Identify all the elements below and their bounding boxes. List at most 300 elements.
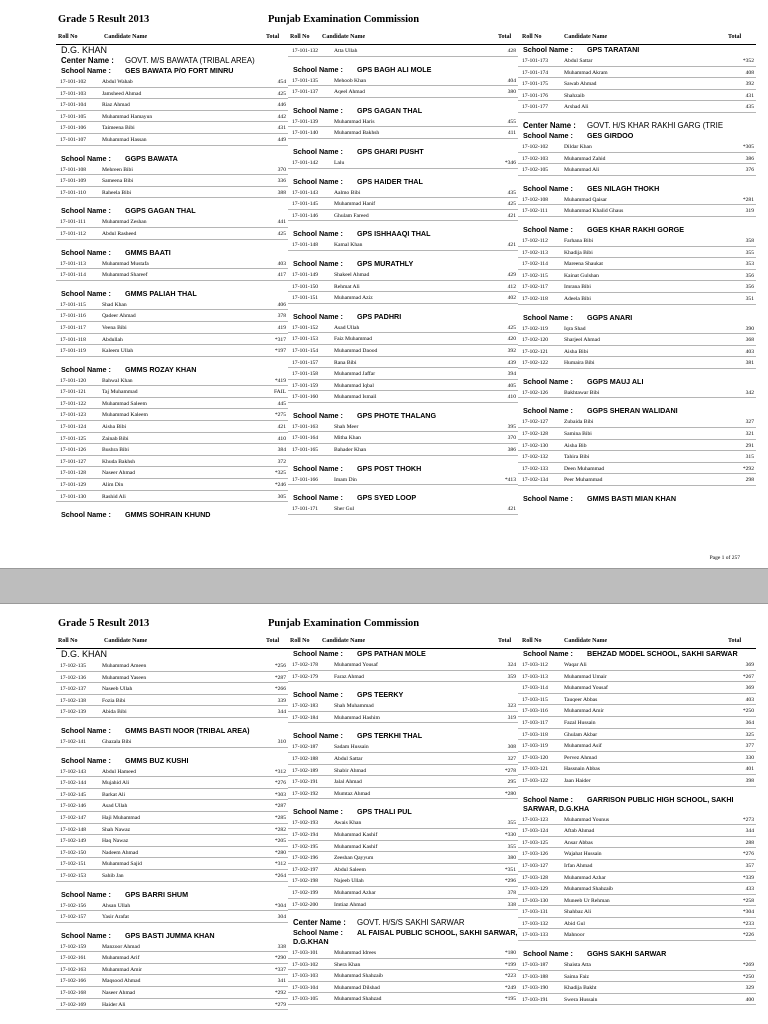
school-name-label: School Name :	[61, 153, 111, 163]
roll-number: 17-103-122	[522, 777, 549, 784]
table-row	[56, 345, 288, 357]
school-name-label: School Name :	[293, 176, 343, 186]
table-row	[288, 391, 518, 403]
school-name: GPS TARATANI	[587, 45, 640, 54]
school-name: GPS TEERKY	[357, 690, 404, 700]
roll-number: 17-101-105	[60, 113, 87, 120]
school-name-heading	[56, 248, 288, 258]
table-row	[288, 239, 518, 251]
table-row	[518, 334, 756, 346]
total-marks: 344	[277, 709, 286, 716]
total-marks: *281	[742, 196, 754, 203]
total-marks: *292	[274, 990, 286, 997]
candidate-name: Qadeer Ahmad	[102, 313, 136, 320]
school-name-heading	[288, 928, 518, 947]
roll-number: 17-101-143	[292, 189, 319, 196]
table-row	[288, 700, 518, 712]
school-name-label: School Name :	[293, 410, 343, 420]
total-marks: 421	[507, 506, 516, 513]
school-name-heading	[518, 377, 756, 387]
spacer	[56, 357, 288, 365]
school-name-heading	[288, 147, 518, 157]
total-marks: 412	[507, 283, 516, 290]
school-name-label: School Name :	[293, 493, 343, 503]
candidate-name: Asad Ullah	[334, 324, 360, 331]
table-row	[518, 814, 756, 826]
total-marks: 319	[745, 208, 754, 215]
school-name-heading	[518, 649, 756, 659]
table-row	[56, 766, 288, 778]
roll-number: 17-101-135	[292, 77, 319, 84]
roll-number: 17-102-130	[522, 442, 549, 449]
roll-number: 17-102-114	[522, 261, 548, 268]
total-marks: *223	[504, 973, 516, 980]
school-name: GMMS PALIAH THAL	[125, 288, 197, 298]
total-marks: *346	[504, 159, 516, 166]
total-marks: 356	[745, 272, 754, 279]
total-marks: *290	[274, 955, 286, 962]
roll-number: 17-103-117	[522, 719, 548, 726]
total-marks: 338	[507, 901, 516, 908]
total-marks: *352	[742, 58, 754, 64]
candidate-name: Mumtaz Ahmad	[334, 790, 371, 797]
spacer	[518, 941, 756, 949]
roll-number: 17-102-189	[292, 767, 319, 774]
candidate-name: Aftab Ahmad	[564, 828, 595, 835]
candidate-name: Muhammad Daood	[334, 347, 378, 354]
roll-number: 17-103-190	[522, 985, 549, 992]
table-row	[288, 875, 518, 887]
total-marks: *339	[742, 874, 754, 881]
roll-number: 17-101-152	[292, 324, 319, 331]
candidate-name: Imtiaz Ahmad	[334, 901, 366, 908]
result-column-3	[518, 45, 756, 504]
table-row	[518, 895, 756, 907]
school-name: GPS HAIDER THAL	[357, 176, 423, 186]
table-row	[518, 971, 756, 983]
table-row	[56, 375, 288, 387]
table-row	[518, 982, 756, 994]
table-row	[56, 683, 288, 695]
center-name-heading	[56, 56, 288, 66]
table-row	[518, 194, 756, 206]
school-name: GPS TERKHI THAL	[357, 731, 423, 741]
table-row	[518, 918, 756, 930]
candidate-name: Atta Ullah	[334, 48, 358, 54]
roll-number: 17-102-105	[522, 167, 549, 174]
roll-number: 17-103-128	[522, 874, 549, 881]
candidate-name: Muhammad Hamayun	[102, 113, 153, 120]
school-name-heading	[56, 756, 288, 766]
school-name-label: School Name :	[293, 928, 343, 938]
roll-number: 17-101-158	[292, 371, 319, 378]
candidate-name: Dildar Khan	[564, 143, 592, 150]
candidate-name: Muhammad Mustafa	[102, 260, 149, 267]
school-name: GGPS MAUJ ALI	[587, 376, 644, 386]
candidate-name: Shaista Atta	[564, 962, 591, 969]
total-marks: *273	[742, 816, 754, 823]
spacer	[288, 139, 518, 147]
total-marks: 378	[277, 313, 286, 320]
candidate-name: Aalmo Bibi	[334, 189, 361, 196]
table-row	[518, 387, 756, 399]
total-marks: *199	[504, 961, 516, 968]
center-name-heading	[518, 121, 756, 131]
school-name: AL FAISAL PUBLIC SCHOOL, SAKHI SARWAR, D.G.KHAN	[293, 928, 518, 947]
table-row	[518, 705, 756, 717]
total-marks: *249	[504, 984, 516, 991]
table-row	[56, 672, 288, 684]
candidate-name: Muhammad Ismail	[334, 394, 377, 401]
table-row	[56, 911, 288, 923]
school-name-heading	[56, 206, 288, 216]
roll-number: 17-101-159	[292, 382, 319, 389]
total-marks: 308	[507, 744, 516, 751]
roll-number: 17-101-164	[292, 435, 319, 442]
candidate-name: Rana Bibi	[334, 359, 357, 366]
total-marks: 298	[745, 477, 754, 484]
roll-number: 17-102-194	[292, 831, 319, 838]
spacer	[288, 221, 518, 229]
table-row	[288, 659, 518, 671]
roll-number: 17-102-195	[292, 843, 319, 850]
candidate-name: Samina Bibi	[564, 431, 592, 438]
table-row	[518, 357, 756, 369]
table-row	[518, 346, 756, 358]
roll-number: 17-102-145	[60, 791, 87, 798]
roll-number: 17-103-123	[522, 816, 549, 823]
table-row	[288, 947, 518, 959]
candidate-name: Najeeb Ullah	[334, 878, 364, 885]
total-marks: *226	[742, 932, 754, 939]
table-row	[56, 467, 288, 479]
spacer	[288, 57, 518, 65]
total-marks: 404	[507, 77, 516, 84]
candidate-name: Naseer Ahmad	[102, 470, 136, 477]
roll-number: 17-101-139	[292, 118, 319, 125]
roll-number: 17-101-146	[292, 212, 319, 219]
candidate-name: Irfan Ahmad	[564, 862, 593, 869]
table-row	[518, 205, 756, 217]
candidate-name: Aisha Bibi	[564, 348, 589, 355]
table-row	[518, 883, 756, 895]
table-row	[56, 812, 288, 824]
roll-number: 17-103-187	[522, 962, 549, 969]
candidate-name: Mujahid Ali	[102, 780, 130, 787]
roll-number: 17-102-161	[60, 955, 87, 962]
candidate-name: Sameena Bibi	[102, 178, 134, 185]
result-column-1	[56, 649, 288, 1010]
roll-number: 17-102-163	[60, 966, 87, 973]
table-row	[56, 187, 288, 199]
roll-number: 17-101-115	[60, 301, 86, 308]
total-marks: *337	[274, 966, 286, 973]
total-marks: 417	[277, 272, 286, 279]
table-row	[56, 824, 288, 836]
school-name-label: School Name :	[293, 311, 343, 321]
total-marks: *312	[274, 861, 286, 868]
total-marks: 377	[745, 743, 754, 750]
table-row	[518, 451, 756, 463]
candidate-name: Naseer Ahmad	[102, 990, 136, 997]
table-row	[56, 299, 288, 311]
school-name-heading	[518, 131, 756, 141]
roll-number: 17-102-166	[60, 978, 87, 985]
total-marks: 442	[277, 113, 286, 120]
column-header-row	[56, 32, 756, 45]
roll-number: 17-102-183	[292, 703, 319, 710]
candidate-name: Abdul Rasheed	[102, 230, 137, 237]
roll-number: 17-103-127	[522, 862, 549, 869]
total-marks: *246	[274, 482, 286, 489]
candidate-name: Deen Muhammad	[564, 465, 605, 472]
total-marks: *285	[274, 814, 286, 821]
table-row	[288, 75, 518, 87]
candidate-name: Mehoob Khan	[334, 77, 367, 84]
table-row	[518, 258, 756, 270]
total-marks: 394	[507, 371, 516, 378]
table-row	[518, 929, 756, 941]
candidate-name: Khuda Bakhsh	[102, 458, 136, 465]
roll-number: 17-102-187	[292, 744, 319, 751]
school-name-label: School Name :	[523, 130, 573, 140]
center-name-heading	[288, 918, 518, 928]
candidate-name: Abdul Saleem	[334, 866, 366, 873]
roll-number: 17-101-110	[60, 189, 86, 196]
school-name-heading	[288, 229, 518, 239]
table-row	[518, 67, 756, 79]
roll-number: 17-103-113	[522, 673, 548, 680]
candidate-name-header: Candidate Name	[104, 34, 148, 40]
school-name-heading	[288, 464, 518, 474]
table-row	[518, 78, 756, 90]
table-row	[56, 122, 288, 134]
school-name-label: School Name :	[293, 807, 343, 817]
total-marks: 321	[745, 431, 754, 438]
roll-number: 17-103-125	[522, 839, 549, 846]
candidate-name: Asad Ullah	[102, 803, 128, 810]
candidate-name: Muhammad Hashim	[334, 714, 380, 721]
roll-number: 17-101-153	[292, 336, 319, 343]
table-row	[288, 841, 518, 853]
school-name: GGPS ANARI	[587, 312, 633, 322]
table-row	[56, 76, 288, 88]
total-marks: *287	[274, 674, 286, 681]
roll-number: 17-102-108	[522, 196, 549, 203]
candidate-name: Peer Muhammad	[564, 477, 603, 484]
roll-number: 17-101-126	[60, 447, 87, 454]
total-marks: 435	[745, 104, 754, 111]
candidate-name: Rehmat Ali	[334, 283, 360, 290]
candidate-name: Muhammad Idrees	[334, 950, 377, 957]
candidate-name: Waqar Ali	[564, 662, 587, 668]
candidate-name: Jalal Ahmad	[334, 779, 362, 786]
roll-number: 17-102-149	[60, 838, 87, 845]
roll-number: 17-101-132	[292, 48, 319, 54]
roll-number: 17-101-176	[522, 92, 549, 99]
school-name: GES NILAGH THOKH	[587, 183, 660, 193]
school-name: GPS BASTI JUMMA KHAN	[125, 930, 215, 940]
total-marks: 291	[745, 442, 754, 449]
roll-number: 17-102-141	[60, 738, 87, 745]
total-marks: 421	[277, 424, 286, 431]
result-column-2	[288, 45, 518, 515]
total-marks: 449	[277, 136, 286, 143]
total-marks: 381	[745, 360, 754, 367]
table-row	[518, 860, 756, 872]
total-marks: *256	[274, 663, 286, 669]
total-marks: *287	[274, 803, 286, 810]
total-marks: 370	[507, 435, 516, 442]
spacer	[288, 682, 518, 690]
table-row	[288, 432, 518, 444]
spacer	[518, 369, 756, 377]
school-name: GMMS BAATI	[125, 247, 171, 257]
school-name-label: School Name :	[293, 64, 343, 74]
school-name-heading	[288, 731, 518, 741]
table-row	[518, 141, 756, 153]
table-row	[518, 906, 756, 918]
total-marks: 355	[745, 249, 754, 256]
candidate-name: Lalu	[334, 159, 345, 166]
spacer	[56, 502, 288, 510]
total-marks: 364	[745, 719, 754, 726]
roll-number: 17-103-104	[292, 984, 319, 991]
candidate-name: Muhammad Zahid	[564, 155, 606, 162]
result-page-2	[0, 604, 768, 1024]
roll-number: 17-101-114	[60, 272, 86, 279]
roll-number: 17-101-151	[292, 295, 319, 302]
school-name-heading	[56, 289, 288, 299]
school-name: GMMS BASTI NOOR (TRIBAL AREA)	[125, 725, 250, 735]
total-marks: *250	[742, 708, 754, 715]
spacer	[56, 198, 288, 206]
candidate-name: Maqsood Ahmad	[102, 978, 141, 985]
total-marks: 390	[745, 325, 754, 332]
district-name: D.G. KHAN	[61, 45, 108, 55]
spacer	[56, 240, 288, 248]
candidate-name: Muhammad Kashif	[334, 843, 378, 850]
school-name-heading	[518, 949, 756, 959]
candidate-name: Muhammad Sajid	[102, 861, 142, 868]
roll-number: 17-103-121	[522, 766, 549, 773]
candidate-name: Muhammad Bakhsh	[334, 130, 380, 137]
table-row	[288, 993, 518, 1005]
school-name-label: School Name :	[523, 406, 573, 416]
total-marks: 336	[277, 178, 286, 185]
school-name-label: School Name :	[61, 66, 111, 75]
roll-number: 17-101-125	[60, 435, 87, 442]
candidate-name: Fozia Bibi	[102, 697, 126, 704]
total-marks: 351	[745, 295, 754, 302]
school-name-heading	[288, 649, 518, 659]
table-row	[518, 682, 756, 694]
school-name-label: School Name :	[523, 45, 573, 54]
table-row	[56, 858, 288, 870]
candidate-name: Ahsan Ullah	[102, 902, 131, 909]
candidate-name: Alim Din	[102, 482, 124, 489]
spacer	[288, 98, 518, 106]
total-marks: 431	[745, 92, 754, 99]
candidate-name: Mareena Shaukat	[564, 261, 603, 268]
total-marks: *312	[274, 768, 286, 775]
total-marks: 386	[507, 447, 516, 454]
school-name: GPS PATHAN MOLE	[357, 649, 426, 658]
candidate-name: Abdul Wahab	[102, 79, 133, 85]
table-row	[56, 777, 288, 789]
roll-number: 17-102-192	[292, 790, 319, 797]
table-row	[518, 671, 756, 683]
candidate-name: Yasir Arafat	[102, 914, 129, 921]
table-row	[56, 789, 288, 801]
table-row	[288, 421, 518, 433]
candidate-name: Shah Nawaz	[102, 826, 131, 833]
organization-title: Punjab Examination Commission	[268, 618, 420, 629]
school-name-label: School Name :	[61, 364, 111, 374]
roll-number: 17-102-178	[292, 662, 319, 668]
table-row	[288, 333, 518, 345]
total-marks: 392	[507, 347, 516, 354]
candidate-name: Adeela Bibi	[564, 295, 591, 302]
total-marks: 305	[277, 493, 286, 500]
candidate-name: Wajahat Hussain	[564, 851, 602, 858]
school-name-label: School Name :	[523, 649, 573, 658]
school-name: GPS GAGAN THAL	[357, 105, 423, 115]
school-name-label: School Name :	[523, 494, 573, 504]
school-name-label: School Name :	[293, 463, 343, 473]
candidate-name: Imrana Bibi	[564, 284, 591, 291]
total-marks: *275	[274, 412, 286, 419]
spacer	[518, 305, 756, 313]
table-row	[288, 116, 518, 128]
roll-number: 17-102-144	[60, 780, 87, 787]
total-marks: 386	[745, 155, 754, 162]
candidate-name: Kainat Gulshan	[564, 272, 599, 279]
roll-number: 17-101-108	[60, 166, 87, 173]
table-row	[288, 198, 518, 210]
table-row	[288, 322, 518, 334]
candidate-name-header: Candidate Name	[322, 638, 366, 644]
document-title: Grade 5 Result 2013	[58, 14, 150, 25]
school-name-heading	[56, 726, 288, 736]
roll-number: 17-102-103	[522, 155, 549, 162]
school-name-label: School Name :	[61, 725, 111, 735]
school-name: GGPS GAGAN THAL	[125, 206, 196, 216]
table-row	[56, 975, 288, 987]
table-row	[288, 899, 518, 911]
total-marks: 398	[745, 777, 754, 784]
total-marks: *304	[274, 902, 286, 909]
roll-number: 17-102-118	[522, 295, 548, 302]
school-name-heading	[288, 690, 518, 700]
candidate-name: Mehreen Bibi	[102, 166, 133, 173]
candidate-name: Muhammad Amir	[102, 966, 142, 973]
roll-number: 17-102-146	[60, 803, 87, 810]
table-row	[56, 941, 288, 953]
candidate-name: Muhammad Umair	[564, 673, 607, 680]
table-row	[518, 848, 756, 860]
total-marks: 419	[277, 324, 286, 331]
school-name: GMMS ROZAY KHAN	[125, 364, 197, 374]
school-name: GMMS BASTI MIAN KHAN	[587, 494, 677, 504]
candidate-name: Muhammad Hanif	[334, 201, 376, 208]
candidate-name: Bushra Bibi	[102, 447, 129, 454]
total-marks: 310	[277, 738, 286, 745]
candidate-name: Abid Gul	[564, 920, 585, 927]
total-marks: 342	[745, 389, 754, 396]
candidate-name: Muhammad Shahzaib	[334, 973, 383, 980]
total-marks: 369	[745, 685, 754, 692]
